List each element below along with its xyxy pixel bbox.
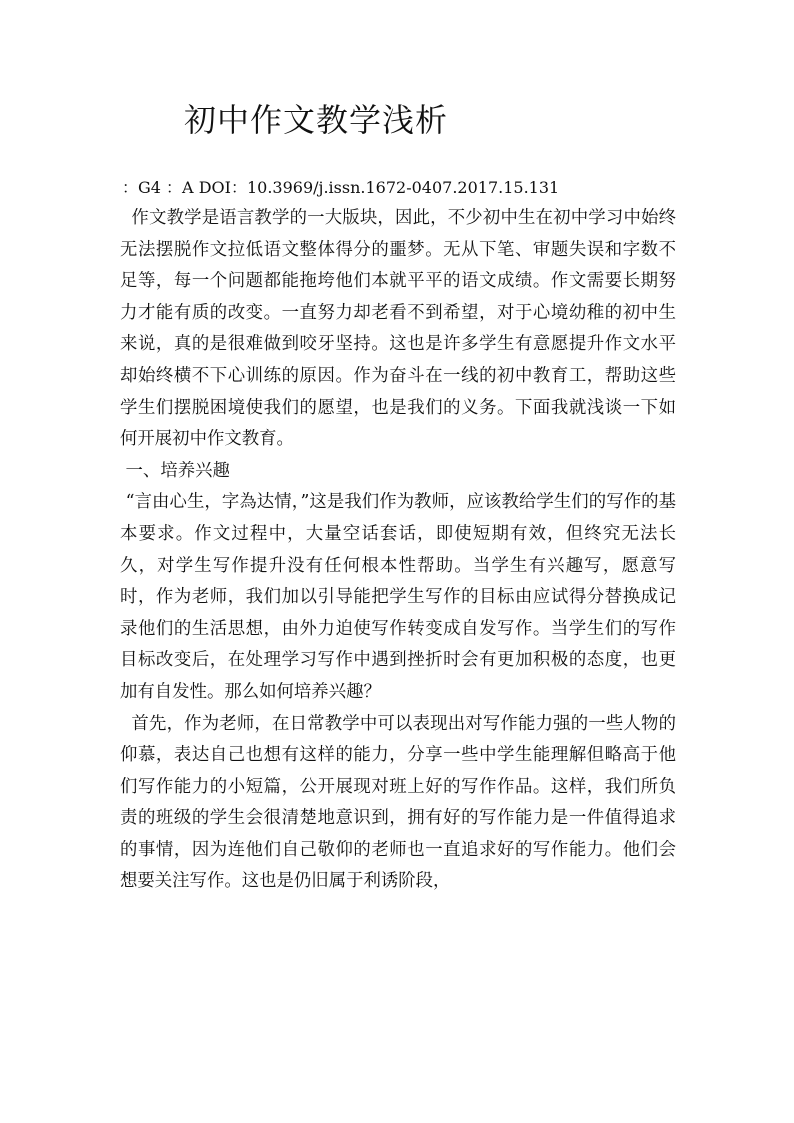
article-body — [120, 203, 676, 898]
doi-line: ：G4 ：A DOI：10.3969/j.issn.1672-0407.2017.15.131 — [122, 178, 560, 197]
paragraph-first: 首先，作为老师，在日常教学中可以表现出对写作能力强的一些人物的仰慕，表达自己也想有这样的能力，分享一些中学生能理解但略高于他们写作能力的小短篇，公开展现对班上好的写作作品。这样，我们所负责的班级的学生会很清楚地意识到，拥有好的写作能力是一件值得追求的事情，因为连他们自己敬仰的老师也一直追求好的写作能力。他们会想要关注写作。这也是仍旧属于利诱阶段， — [120, 713, 676, 892]
paragraph-interest: “言由心生，字為达情，”这是我们作为教师，应该教给学生们的写作的基本要求。作文过程中，大量空话套话，即使短期有效，但终究无法长久，对学生写作提升没有任何根本性帮助。当学生有兴趣写，愿意写时，作为老师，我们加以引导能把学生写作的目标由应试得分替换成记录他们的生活思想，由外力迫使写作转变成自发写作。当学生们的写作目标改变后，在处理学习写作中遇到挫折时会有更加积极的态度，也更加有自发性。那么如何培养兴趣？ — [120, 492, 677, 702]
paragraph-intro: 作文教学是语言教学的一大版块，因此，不少初中生在初中学习中始终无法摆脱作文拉低语文整体得分的噩梦。无从下笔、审题失误和字数不足等，每一个问题都能拖垮他们本就平平的语文成绩。作文需要长期努力才能有质的改变。一直努力却老看不到希望，对于心境幼稚的初中生来说，真的是很难做到咬牙坚持。这也是许多学生有意愿提升作文水平却始终横不下心训练的原因。作为奋斗在一线的初中教育工，帮助这些学生们摆脱困境使我们的愿望，也是我们的义务。下面我就浅谈一下如何开展初中作文教育。 — [120, 208, 676, 450]
section-heading: 一、培养兴趣 — [120, 460, 230, 481]
page-title: 初中作文教学浅析 — [184, 101, 449, 139]
